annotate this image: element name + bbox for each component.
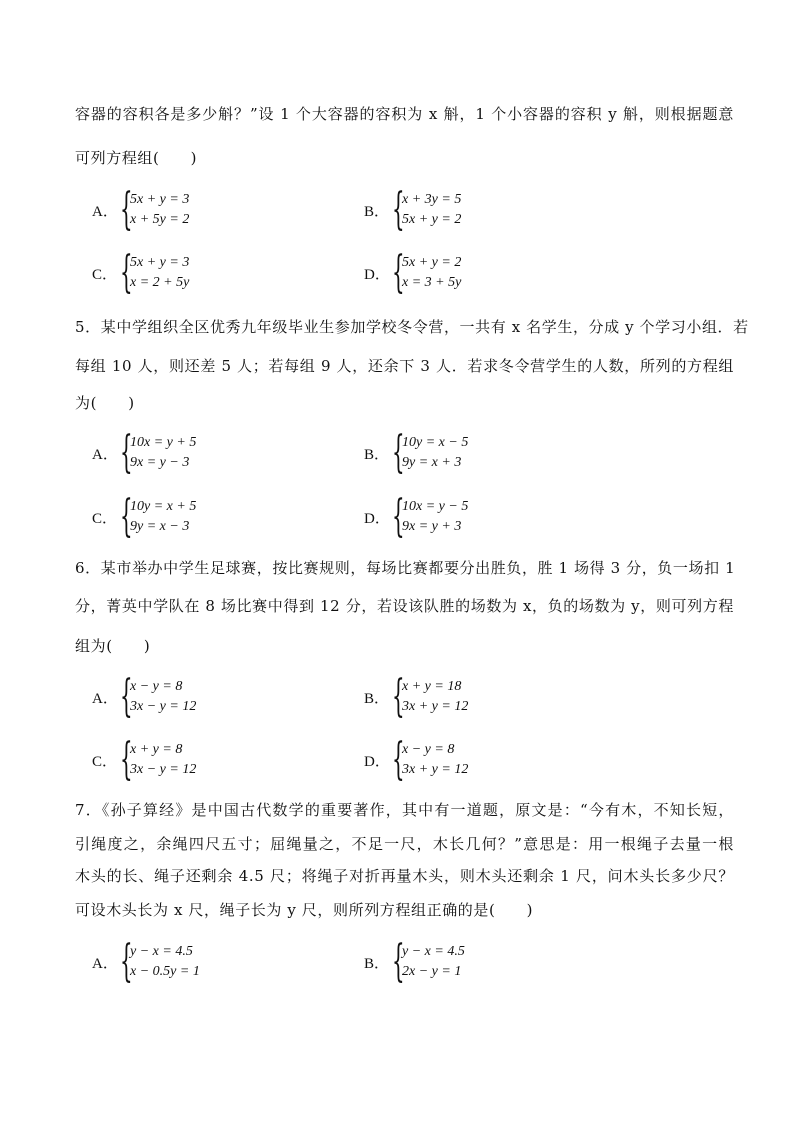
- q5-option-b[interactable]: B． { 10y = x − 5 9y = x + 3: [364, 427, 469, 478]
- q5-text-line-2: 每组 10 人，则还差 5 人；若每组 9 人，还余下 3 人．若求冬令营学生的人数，所列的方程组: [75, 357, 734, 375]
- q5-text-line-1: 5．某中学组织全区优秀九年级毕业生参加学校冬令营，一共有 x 名学生，分成 y 个学习小组．若: [75, 318, 749, 336]
- option-label: A．: [92, 690, 118, 707]
- q6-option-b[interactable]: B． { x + y = 18 3x + y = 12: [364, 671, 469, 722]
- option-label: B．: [364, 955, 390, 972]
- brace-icon: {: [120, 671, 133, 722]
- brace-icon: {: [392, 936, 405, 987]
- q7-option-b[interactable]: B． { y − x = 4.5 2x − y = 1: [364, 936, 465, 987]
- brace-icon: {: [120, 184, 133, 235]
- q7-text-line-1: 7．《孙子算经》是中国古代数学的重要著作，其中有一道题，原文是：“今有木，不知长短，: [75, 801, 734, 819]
- option-label: C．: [92, 753, 118, 770]
- q6-text-line-3: 组为( ): [75, 637, 151, 655]
- q4-option-a[interactable]: A． { 5x + y = 3 x + 5y = 2: [92, 184, 190, 235]
- option-label: C．: [92, 266, 118, 283]
- q5-option-a[interactable]: A． { 10x = y + 5 9x = y − 3: [92, 427, 197, 478]
- q4-option-d[interactable]: D． { 5x + y = 2 x = 3 + 5y: [364, 247, 462, 298]
- q7-text-line-4: 可设木头长为 x 尺，绳子长为 y 尺，则所列方程组正确的是( ): [75, 901, 534, 919]
- option-label: B．: [364, 446, 390, 463]
- brace-icon: {: [120, 936, 133, 987]
- option-label: A．: [92, 203, 118, 220]
- brace-icon: {: [120, 734, 133, 785]
- q7-text-line-2: 引绳度之，余绳四尺五寸；屈绳量之，不足一尺，木长几何？”意思是：用一根绳子去量一根: [75, 835, 734, 853]
- brace-icon: {: [120, 247, 133, 298]
- q5-text-line-3: 为( ): [75, 394, 135, 412]
- brace-icon: {: [392, 734, 405, 785]
- q6-text-line-2: 分，菁英中学队在 8 场比赛中得到 12 分，若设该队胜的场数为 x，负的场数为 y，则可列方程: [75, 597, 734, 615]
- brace-icon: {: [120, 491, 133, 542]
- option-label: D．: [364, 266, 390, 283]
- brace-icon: {: [392, 184, 405, 235]
- option-label: D．: [364, 753, 390, 770]
- q4-option-b[interactable]: B． { x + 3y = 5 5x + y = 2: [364, 184, 462, 235]
- q5-option-c[interactable]: C． { 10y = x + 5 9y = x − 3: [92, 491, 197, 542]
- q6-option-d[interactable]: D． { x − y = 8 3x + y = 12: [364, 734, 469, 785]
- brace-icon: {: [392, 491, 405, 542]
- q7-option-a[interactable]: A． { y − x = 4.5 x − 0.5y = 1: [92, 936, 200, 987]
- q6-option-c[interactable]: C． { x + y = 8 3x − y = 12: [92, 734, 197, 785]
- q4-text-line-2: 可列方程组( ): [75, 149, 198, 167]
- option-label: C．: [92, 510, 118, 527]
- q6-text-line-1: 6．某市举办中学生足球赛，按比赛规则，每场比赛都要分出胜负，胜 1 场得 3 分，负一场扣 1: [75, 559, 736, 577]
- brace-icon: {: [392, 247, 405, 298]
- option-label: D．: [364, 510, 390, 527]
- q7-text-line-3: 木头的长、绳子还剩余 4.5 尺；将绳子对折再量木头，则木头还剩余 1 尺，问木头长多少尺？: [75, 867, 734, 885]
- brace-icon: {: [392, 427, 405, 478]
- option-label: A．: [92, 446, 118, 463]
- q4-option-c[interactable]: C． { 5x + y = 3 x = 2 + 5y: [92, 247, 190, 298]
- q6-option-a[interactable]: A． { x − y = 8 3x − y = 12: [92, 671, 197, 722]
- q5-option-d[interactable]: D． { 10x = y − 5 9x = y + 3: [364, 491, 469, 542]
- option-label: B．: [364, 690, 390, 707]
- brace-icon: {: [120, 427, 133, 478]
- option-label: B．: [364, 203, 390, 220]
- brace-icon: {: [392, 671, 405, 722]
- q4-text-line-1: 容器的容积各是多少斛？”设 1 个大容器的容积为 x 斛，1 个小容器的容积 y 斛，则根据题意: [75, 105, 734, 123]
- option-label: A．: [92, 955, 118, 972]
